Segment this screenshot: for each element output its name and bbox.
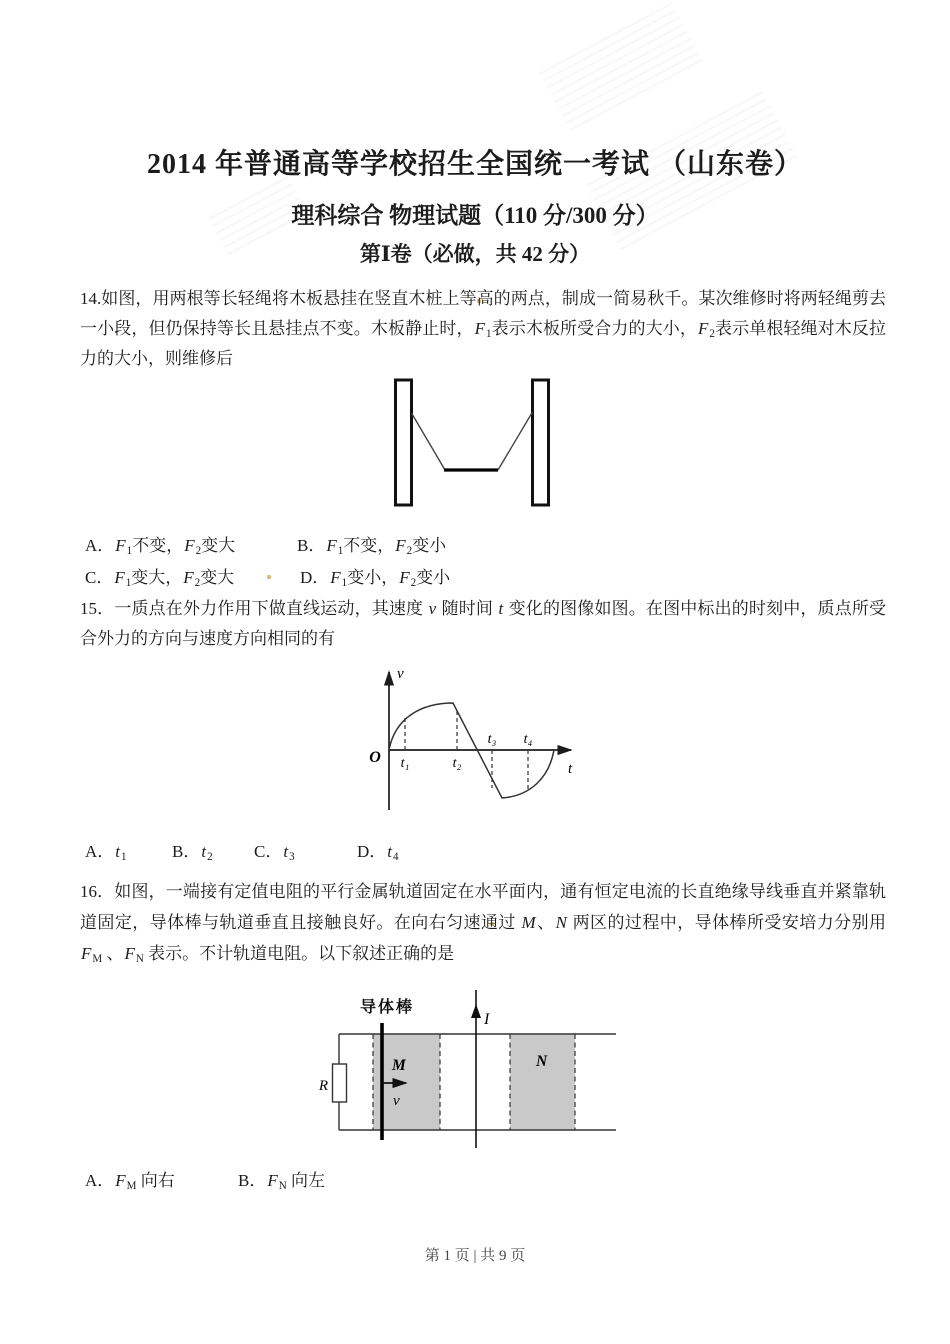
current-arrowhead (471, 1004, 481, 1018)
left-rope (412, 413, 446, 470)
t1-label: t₁ (400, 756, 410, 771)
section-heading: 第Ⅰ卷（必做，共 42 分） (359, 242, 591, 266)
right-post (533, 380, 549, 505)
question-14-option-c: C．$F_1$变大，$F_2$变大 (85, 568, 235, 590)
origin-label: O (369, 749, 381, 766)
question-16-option-a: A．$F_M$ 向右 (85, 1171, 175, 1193)
t-axis-label: t (568, 761, 573, 777)
question-14-option-d: D．$F_1$变小，$F_2$变小 (300, 568, 451, 590)
question-15-option-d: D．$t_4$ (357, 842, 399, 864)
page-footer: 第 1 页 | 共 9 页 (424, 1248, 526, 1264)
conducting-rod-label: 导体棒 (360, 999, 415, 1016)
left-post (396, 380, 412, 505)
region-n-shading (510, 1035, 575, 1130)
question-16-stem: 16．如图，一端接有定值电阻的平行金属轨道固定在水平面内，通有恒定电流的长直绝缘导线垂直并紧靠轨道固定，导体棒与轨道垂直且接触良好。在向右匀速通过 M、N 两区的过程中，导体棒所受安培力分别用 $F_M$ 、$F_N$ 表示。不计轨道电阻。以下叙述正确的是 (80, 882, 887, 966)
exam-title: 2014 年普通高等学校招生全国统一考试 （山东卷） (146, 149, 803, 180)
question-14-stem: 14.如图，用两根等长轻绳将木板悬挂在竖直木桩上等高的两点，制成一简易秋千。某次维修时将两轻绳剪去一小段，但仍保持等长且悬挂点不变。木板静止时，$F_1$表示木板所受合力的大小，$F_2$表示单根轻绳对木反拉力的大小，则维修后 (80, 289, 887, 368)
region-n-label: N (536, 1053, 548, 1070)
question-14-option-b: B．$F_1$不变，$F_2$变小 (297, 536, 447, 558)
v-axis-label: v (397, 666, 404, 682)
question-15-option-a: A．$t_1$ (85, 842, 127, 864)
question-16-option-b: B．$F_N$ 向左 (238, 1171, 325, 1193)
right-rope (498, 412, 533, 470)
question-15-option-b: B．$t_2$ (172, 842, 213, 864)
current-label: I (484, 1011, 490, 1028)
question-15-figure (363, 660, 585, 818)
resistor-label: R (318, 1078, 328, 1094)
question-14-figure (385, 373, 565, 513)
question-16-figure (313, 986, 638, 1154)
region-m-label: M (392, 1057, 406, 1074)
question-15-stem: 15．一质点在外力作用下做直线运动，其速度 v 随时间 t 变化的图像如图。在图中标出的时刻中，质点所受合外力的方向与速度方向相同的有 (80, 599, 887, 648)
scan-artifact (267, 575, 271, 579)
question-15-option-c: C．$t_3$ (254, 842, 295, 864)
t4-label: t₄ (523, 732, 533, 747)
t3-label: t₃ (487, 732, 497, 747)
velocity-label: v (393, 1093, 400, 1109)
watermark (537, 0, 702, 131)
question-14-option-a: A．$F_1$不变，$F_2$变大 (85, 536, 236, 558)
exam-subtitle: 理科综合 物理试题（110 分/300 分） (291, 203, 659, 228)
t2-label: t₂ (452, 756, 462, 771)
resistor (333, 1064, 347, 1102)
